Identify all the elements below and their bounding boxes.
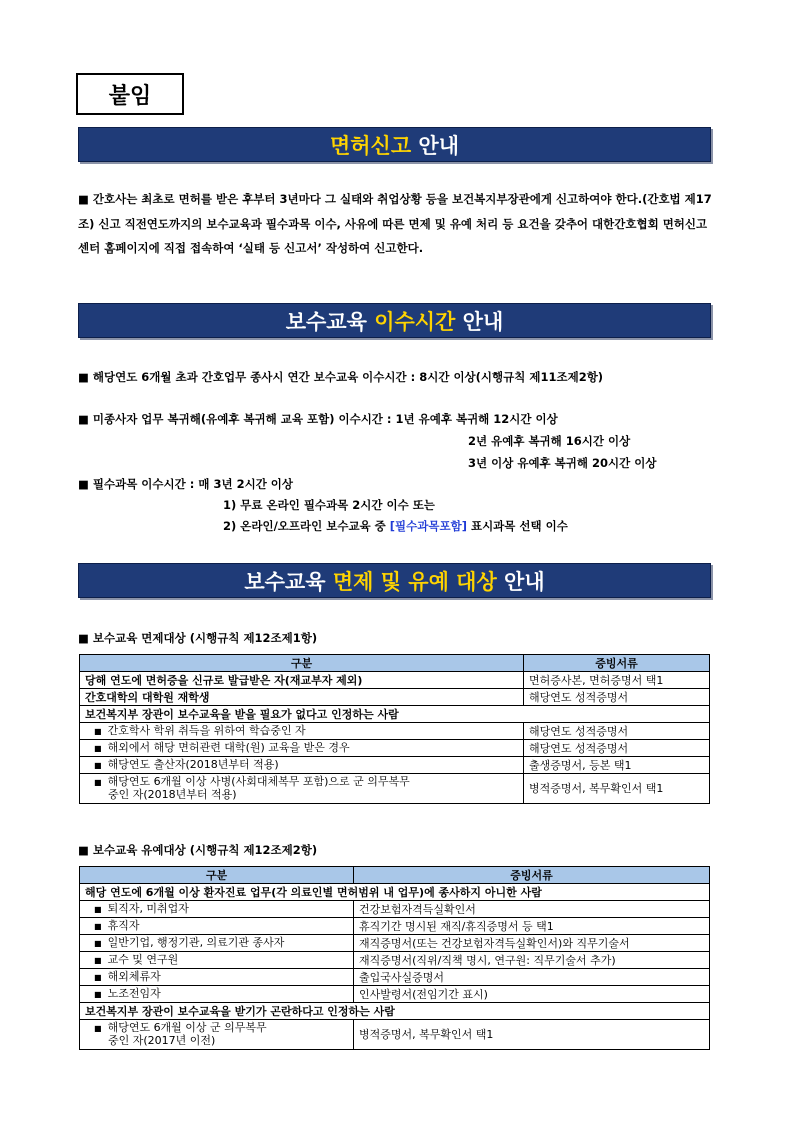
hours-line-1: ■ 해당연도 6개월 초과 간호업무 종사시 연간 보수교육 이수시간 : 8시간 이상(시행규칙 제11조제2항) (78, 370, 604, 384)
table-row: ■ 교수 및 연구원 재직증명서(직위/직책 명시, 연구원: 직무기술서 추가) (80, 952, 710, 969)
table-row: 보건복지부 장관이 보수교육을 받기가 곤란하다고 인정하는 사람 (80, 1003, 710, 1020)
bullet-icon: ■ (94, 990, 102, 999)
header-category: 구분 (80, 867, 354, 884)
bullet-icon: ■ (94, 939, 102, 948)
table-row: ■ 휴직자 휴직기간 명시된 재직/휴직증명서 등 택1 (80, 918, 710, 935)
exempt-defer-banner: 보수교육 면제 및 유예 대상 안내 (78, 563, 711, 598)
license-report-banner: 면허신고 안내 (78, 127, 711, 162)
exempt-heading: ■ 보수교육 면제대상 (시행규칙 제12조제1항) (78, 631, 318, 645)
table-row: ■ 해당연도 출산자(2018년부터 적용) 출생증명서, 등본 택1 (80, 757, 710, 774)
table-row: 당해 연도에 면허증을 신규로 발급받은 자(재교부자 제외) 면허증사본, 면허증명서 택1 (80, 672, 710, 689)
hours-line-4: 3년 이상 유예후 복귀해 20시간 이상 (468, 456, 657, 470)
hours-line-6: 1) 무료 온라인 필수과목 2시간 이수 또는 (223, 498, 435, 512)
table-row: 간호대학의 대학원 재학생 해당연도 성적증명서 (80, 689, 710, 706)
bullet-icon: ■ (94, 905, 102, 914)
defer-heading: ■ 보수교육 유예대상 (시행규칙 제12조제2항) (78, 843, 318, 857)
header-category: 구분 (80, 655, 524, 672)
table-row: ■ 퇴직자, 미취업자 건강보험자격득실확인서 (80, 901, 710, 918)
bullet-icon: ■ (94, 922, 102, 931)
table-header-row (80, 655, 710, 672)
header-documents: 증빙서류 (354, 867, 710, 884)
hours-line-2: ■ 미종사자 업무 복귀해(유예후 복귀해 교육 포함) 이수시간 : 1년 유예후 복귀해 12시간 이상 (78, 412, 558, 426)
table-row: ■ 간호학사 학위 취득을 위하여 학습중인 자 해당연도 성적증명서 (80, 723, 710, 740)
bullet-icon: ■ (94, 778, 102, 787)
bullet-icon: ■ (94, 761, 102, 770)
header-documents: 증빙서류 (524, 655, 710, 672)
table-header-row (80, 867, 710, 884)
education-hours-banner: 보수교육 이수시간 안내 (78, 303, 711, 338)
hours-line-5: ■ 필수과목 이수시간 : 매 3년 2시간 이상 (78, 477, 294, 491)
attachment-tag: 붙임 (76, 73, 184, 115)
bullet-icon: ■ (94, 956, 102, 965)
table-row: 해당 연도에 6개월 이상 환자진료 업무(각 의료인별 면허범위 내 업무)에 종사하지 아니한 사람 (80, 884, 710, 901)
table-row: ■ 일반기업, 행정기관, 의료기관 종사자 재직증명서(또는 건강보험자격득실확인서)와 직무기술서 (80, 935, 710, 952)
defer-table (79, 866, 710, 1050)
license-report-paragraph: ■ 간호사는 최초로 면허를 받은 후부터 3년마다 그 실태와 취업상황 등을 보건복지부장관에게 신고하여야 한다.(간호법 제17조) 신고 직전연도까지의 보수교육과 필수과목 이수, 사유에 따른 면제 및 유예 처리 등 요건을 갖추어 대한간호협회 면허신고센터 홈페이지에 직접 접속하여 ‘실태 등 신고서’ 작성하여 신고한다. (78, 192, 712, 255)
table-row: ■ 해외체류자 출입국사실증명서 (80, 969, 710, 986)
bullet-icon: ■ (94, 744, 102, 753)
table-row: ■ 노조전임자 인사발령서(전임기간 표시) (80, 986, 710, 1003)
bullet-icon: ■ (94, 973, 102, 982)
exempt-table (79, 654, 710, 804)
table-row: ■ 해당연도 6개월 이상 사병(사회대체복무 포함)으로 군 의무복무 중인 자(2018년부터 적용) 병적증명서, 복무확인서 택1 (80, 774, 710, 804)
table-row: ■ 해당연도 6개월 이상 군 의무복무 중인 자(2017년 이전) 병적증명서, 복무확인서 택1 (80, 1020, 710, 1050)
hours-line-3: 2년 유예후 복귀해 16시간 이상 (468, 434, 631, 448)
bullet-icon: ■ (94, 727, 102, 736)
table-row: 보건복지부 장관이 보수교육을 받을 필요가 없다고 인정하는 사람 (80, 706, 710, 723)
hours-line-7: 2) 온라인/오프라인 보수교육 중 [필수과목포함] 표시과목 선택 이수 (223, 519, 568, 533)
bullet-icon: ■ (94, 1024, 102, 1033)
table-row: ■ 해외에서 해당 면허관련 대학(원) 교육을 받은 경우 해당연도 성적증명서 (80, 740, 710, 757)
